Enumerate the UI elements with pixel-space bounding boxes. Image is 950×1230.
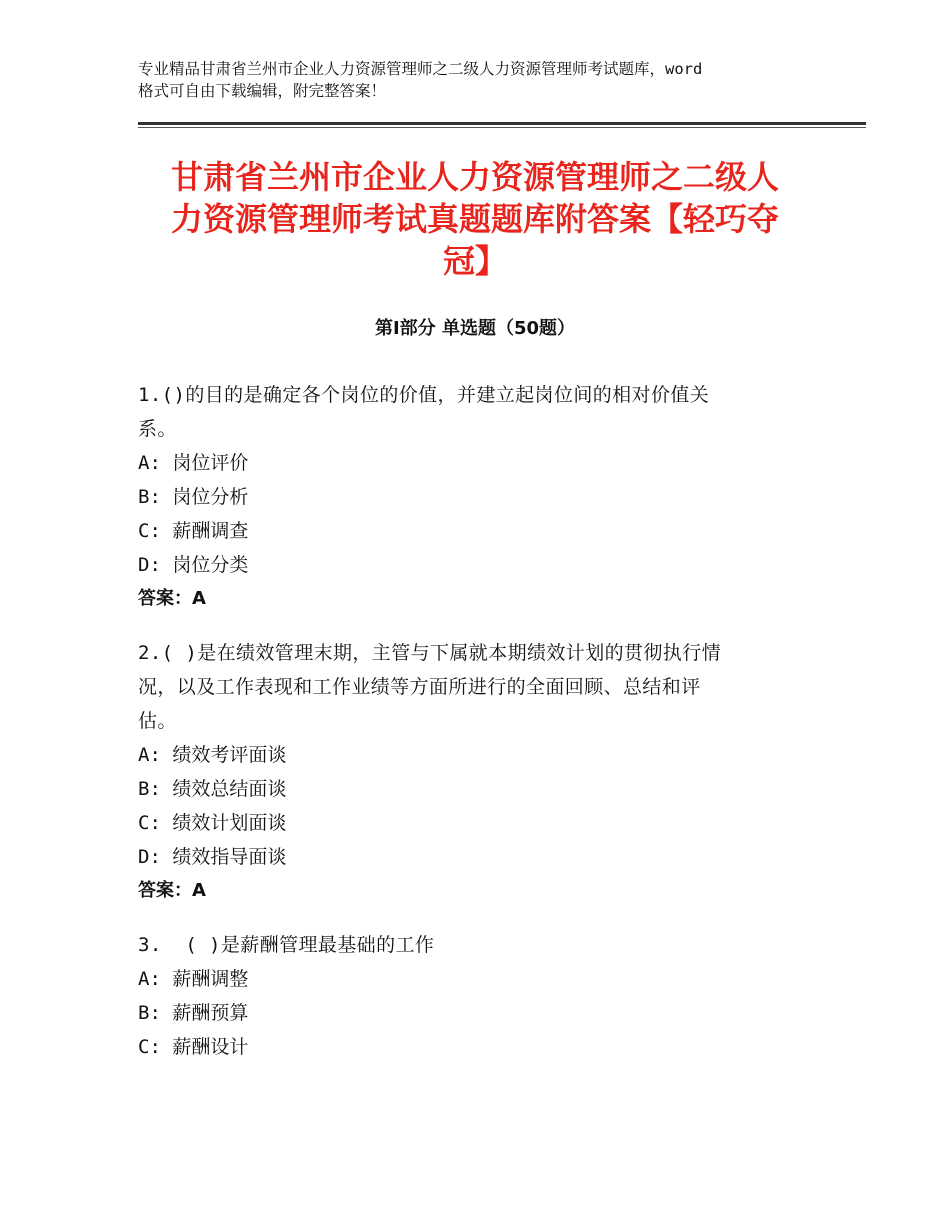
document-title-line: 冠】 <box>442 242 507 280</box>
header-note-line: 格式可自由下载编辑，附完整答案！ <box>138 82 387 100</box>
option-a: A: 绩效考评面谈 <box>138 744 287 766</box>
option-d: D: 岗位分类 <box>138 554 249 576</box>
question-item <box>138 378 788 616</box>
section-title: 第Ⅰ部分 单选题（50题） <box>374 318 575 339</box>
question-stem-line: 1.()的目的是确定各个岗位的价值，并建立起岗位间的相对价值关 <box>138 384 710 406</box>
header-note-line: 专业精品甘肃省兰州市企业人力资源管理师之二级人力资源管理师考试题库，word <box>138 60 703 78</box>
question-stem <box>138 928 788 962</box>
option-b: B: 薪酬预算 <box>138 1002 249 1024</box>
option-c: C: 绩效计划面谈 <box>138 812 287 834</box>
header-divider-thin <box>138 127 866 128</box>
question-list <box>138 378 788 1084</box>
option-c: C: 薪酬调查 <box>138 520 249 542</box>
header-divider-thick <box>138 122 866 125</box>
question-stem <box>138 378 788 446</box>
answer: 答案：A <box>138 588 206 609</box>
question-stem-line: 估。 <box>138 710 177 732</box>
question-stem-line: 2.( )是在绩效管理末期，主管与下属就本期绩效计划的贯彻执行情 <box>138 642 721 664</box>
option-a: A: 薪酬调整 <box>138 968 249 990</box>
question-item <box>138 636 788 908</box>
option-b: B: 绩效总结面谈 <box>138 778 287 800</box>
option-c: C: 薪酬设计 <box>138 1036 249 1058</box>
document-title-line: 力资源管理师考试真题题库附答案【轻巧夺 <box>170 200 779 238</box>
question-stem <box>138 636 788 738</box>
option-d: D: 绩效指导面谈 <box>138 846 287 868</box>
option-b: B: 岗位分析 <box>138 486 249 508</box>
document-title-line: 甘肃省兰州市企业人力资源管理师之二级人 <box>170 158 779 196</box>
answer: 答案：A <box>138 880 206 901</box>
option-a: A: 岗位评价 <box>138 452 249 474</box>
document-title <box>138 156 812 282</box>
question-stem-line: 系。 <box>138 418 177 440</box>
question-stem-line: 况，以及工作表现和工作业绩等方面所进行的全面回顾、总结和评 <box>138 676 701 698</box>
question-stem-line: 3. ( )是薪酬管理最基础的工作 <box>138 934 435 956</box>
question-item <box>138 928 788 1064</box>
header-note <box>138 58 828 102</box>
